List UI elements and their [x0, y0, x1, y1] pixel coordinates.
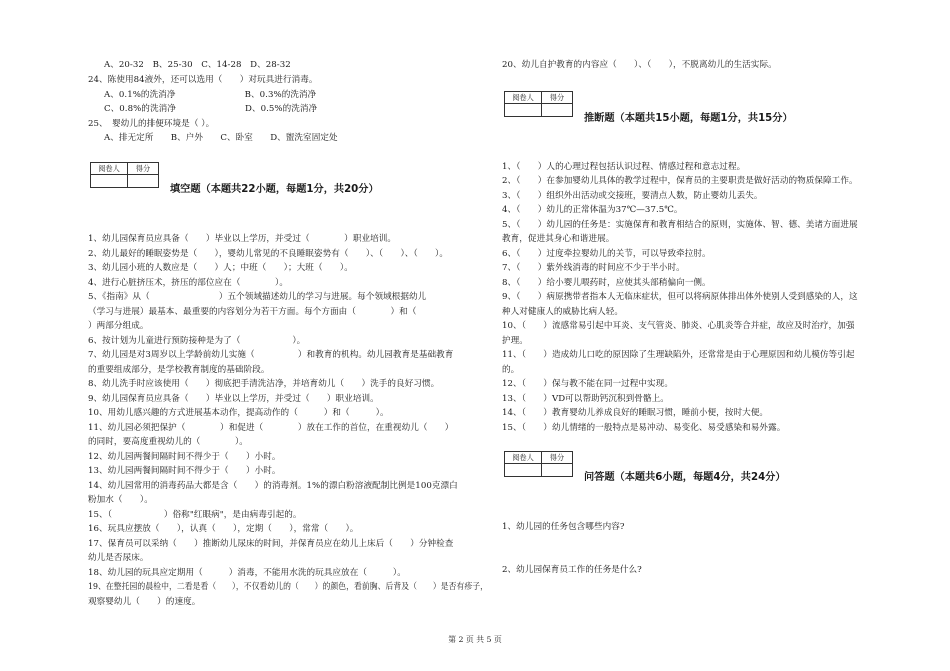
score-cell[interactable]	[542, 464, 573, 477]
judge-q11-cont: 的。	[502, 365, 520, 375]
judge-q2: 2、（ ）在参加婴幼儿具体的教学过程中，保育员的主要职责是做好活动的物质保障工作。	[502, 176, 858, 186]
qa-section-title: 问答题（本题共6小题，每题4分，共24分）	[584, 472, 786, 483]
q25-stem: 25、 婴幼儿的排便环境是（ ）。	[88, 119, 215, 129]
score-table-qa	[504, 451, 573, 477]
fill-q12: 12、幼儿园两餐间隔时间不得少于（ ）小时。	[88, 452, 281, 462]
fill-q7: 7、幼儿园是对3周岁以上学龄前幼儿实施（ ）和教育的机构。幼儿园教育是基础教育	[88, 350, 454, 360]
fill-q7-cont: 的重要组成部分，是学校教育制度的基础阶段。	[88, 365, 270, 375]
score-header: 得分	[542, 452, 573, 464]
fill-q14-cont: 粉加水（ ）。	[88, 495, 153, 505]
fill-q11: 11、幼儿园必须把保护（ ）和促进（ ）放在工作的首位，在重视幼儿（ ）	[88, 423, 454, 433]
fill-q19: 19、在整托园的晨检中，二看是看（ ），不仅看幼儿的（ ）的颜色，看前胸、后背及（ ）是否有疹子，	[88, 582, 488, 592]
qa-q1: 1、幼儿园的任务包含哪些内容?	[502, 522, 625, 532]
judge-q14: 14、（ ）教育婴幼儿养成良好的睡眠习惯，睡前小便，按时大便。	[502, 408, 769, 418]
grader-cell[interactable]	[91, 175, 128, 188]
page-footer: 第 2 页 共 5 页	[448, 635, 502, 644]
fill-q6: 6、按计划为儿童进行预防接种是为了（ ）。	[88, 336, 306, 346]
fill-q5-cont: （学习与进展）最基本、最重要的内容划分为若干方面。每个方面由（ ）和（	[88, 307, 417, 317]
fill-q9: 9、幼儿园保育员应具备（ ）毕业以上学历，并受过（ ）职业培训。	[88, 394, 379, 404]
fill-q1: 1、幼儿园保育员应具备（ ）毕业以上学历，并受过（ ）职业培训。	[88, 234, 397, 244]
fill-q18: 18、幼儿园的玩具应定期用（ ）消毒，不能用水洗的玩具应放在（ ）。	[88, 568, 406, 578]
judge-q7: 7、（ ）紫外线消毒的时间应不少于半小时。	[502, 263, 685, 273]
judge-q5: 5、（ ）幼儿园的任务是：实施保育和教育相结合的原则，实施体、智、德、美诸方面进展	[502, 220, 858, 230]
q24-options-ab: A、0.1%的洗消净 B、0.3%的洗消净	[104, 90, 317, 100]
fill-q5-end: ）两部分组成。	[88, 321, 149, 331]
fill-q16: 16、玩具应摆放（ ），认真（ ），定期（ ），常常（ ）。	[88, 524, 359, 534]
judge-q13: 13、（ ）VD可以帮助钙沉积到骨骼上。	[502, 394, 669, 404]
judge-q9-cont: 种人对健康人的威胁比病人轻。	[502, 307, 624, 317]
fill-q19-cont: 观察婴幼儿（ ）的速度。	[88, 597, 201, 607]
q23-options: A、20-32 B、25-30 C、14-28 D、28-32	[104, 60, 291, 70]
judge-q9: 9、（ ）病原携带者指本人无临床症状，但可以将病原体排出体外使别人受到感染的人，这	[502, 292, 858, 302]
grader-header: 阅卷人	[505, 92, 542, 104]
judge-q6: 6、（ ）过度牵拉婴幼儿的关节，可以导致牵拉肘。	[502, 249, 711, 259]
fill-q10: 10、用幼儿感兴趣的方式进展基本动作，提高动作的（ ）和（ ）。	[88, 408, 389, 418]
fill-q15: 15、（ ）俗称"红眼病"，是由病毒引起的。	[88, 510, 302, 520]
judge-q15: 15、（ ）幼儿情绪的一般特点是易冲动、易变化、易受感染和易外露。	[502, 423, 786, 433]
fill-q17-cont: 幼儿是否尿床。	[88, 553, 149, 563]
q25-options: A、排无定所 B、户外 C、卧室 D、盥洗室固定处	[104, 133, 338, 143]
grader-cell[interactable]	[505, 104, 542, 117]
grader-header: 阅卷人	[505, 452, 542, 464]
fill-q20: 20、幼儿自护教育的内容应（ ）、（ ），不脱离幼儿的生活实际。	[502, 60, 777, 70]
judge-q11: 11、（ ）造成幼儿口吃的原因除了生理缺陷外，还常常是由于心理原因和幼儿模仿等引起	[502, 350, 855, 360]
fill-q14: 14、幼儿园常用的消毒药品大都是含（ ）的消毒剂。1%的漂白粉溶液配制比例是100克漂白	[88, 481, 458, 491]
judge-q12: 12、（ ）保与教不能在同一过程中实现。	[502, 379, 673, 389]
q24-options-cd: C、0.8%的洗消净 D、0.5%的洗消净	[104, 104, 318, 114]
fill-q3: 3、幼儿园小班的人数应是（ ）人；中班（ ）；大班（ ）。	[88, 263, 353, 273]
judge-q1: 1、（ ）人的心理过程包括认识过程、情感过程和意志过程。	[502, 162, 746, 172]
score-cell[interactable]	[542, 104, 573, 117]
score-header: 得分	[128, 163, 159, 175]
judge-q4: 4、（ ）幼儿的正常体温为37℃—37.5℃。	[502, 205, 683, 215]
judge-q5-cont: 教育，促进其身心和谐进展。	[502, 234, 615, 244]
fill-q4: 4、进行心脏挤压术，挤压的部位应在（ ）。	[88, 278, 289, 288]
judge-q3: 3、（ ）组织外出活动或交接班，要清点人数，防止婴幼儿丢失。	[502, 191, 763, 201]
score-cell[interactable]	[128, 175, 159, 188]
fill-q8: 8、幼儿洗手时应该使用（ ）彻底把手清洗洁净，并培育幼儿（ ）洗手的良好习惯。	[88, 379, 440, 389]
score-table-judge	[504, 91, 573, 117]
fill-q13: 13、幼儿园两餐间隔时间不得少于（ ）小时。	[88, 466, 281, 476]
judge-q8: 8、（ ）给小婴儿喂药时，应使其头部稍偏向一侧。	[502, 278, 711, 288]
judge-q10: 10、（ ）流感常易引起中耳炎、支气管炎、肺炎、心肌炎等合并症，故应及时治疗，加强	[502, 321, 855, 331]
grader-cell[interactable]	[505, 464, 542, 477]
score-header: 得分	[542, 92, 573, 104]
score-table-fill	[90, 162, 159, 188]
judge-q10-cont: 护理。	[502, 336, 528, 346]
qa-q2: 2、幼儿园保育员工作的任务是什么?	[502, 565, 642, 575]
judge-section-title: 推断题（本题共15小题，每题1分，共15分）	[584, 113, 793, 124]
fill-q5: 5、《指南》从（ ）五个领域描述幼儿的学习与进展。每个领域根据幼儿	[88, 292, 427, 302]
fill-section-title: 填空题（本题共22小题，每题1分，共20分）	[170, 184, 379, 195]
fill-q17: 17、保育员可以采纳（ ）推断幼儿尿床的时间，并保育员应在幼儿上床后（ ）分钟检查	[88, 539, 454, 549]
fill-q2: 2、幼儿最好的睡眠姿势是（ ），婴幼儿常见的不良睡眠姿势有（ ）、（ ）、（ ）。	[88, 249, 449, 259]
fill-q11-cont: 的同时，要高度重视幼儿的（ ）。	[88, 437, 248, 447]
grader-header: 阅卷人	[91, 163, 128, 175]
q24-stem: 24、陈使用84液外，还可以选用（ ）对玩具进行消毒。	[88, 75, 318, 85]
